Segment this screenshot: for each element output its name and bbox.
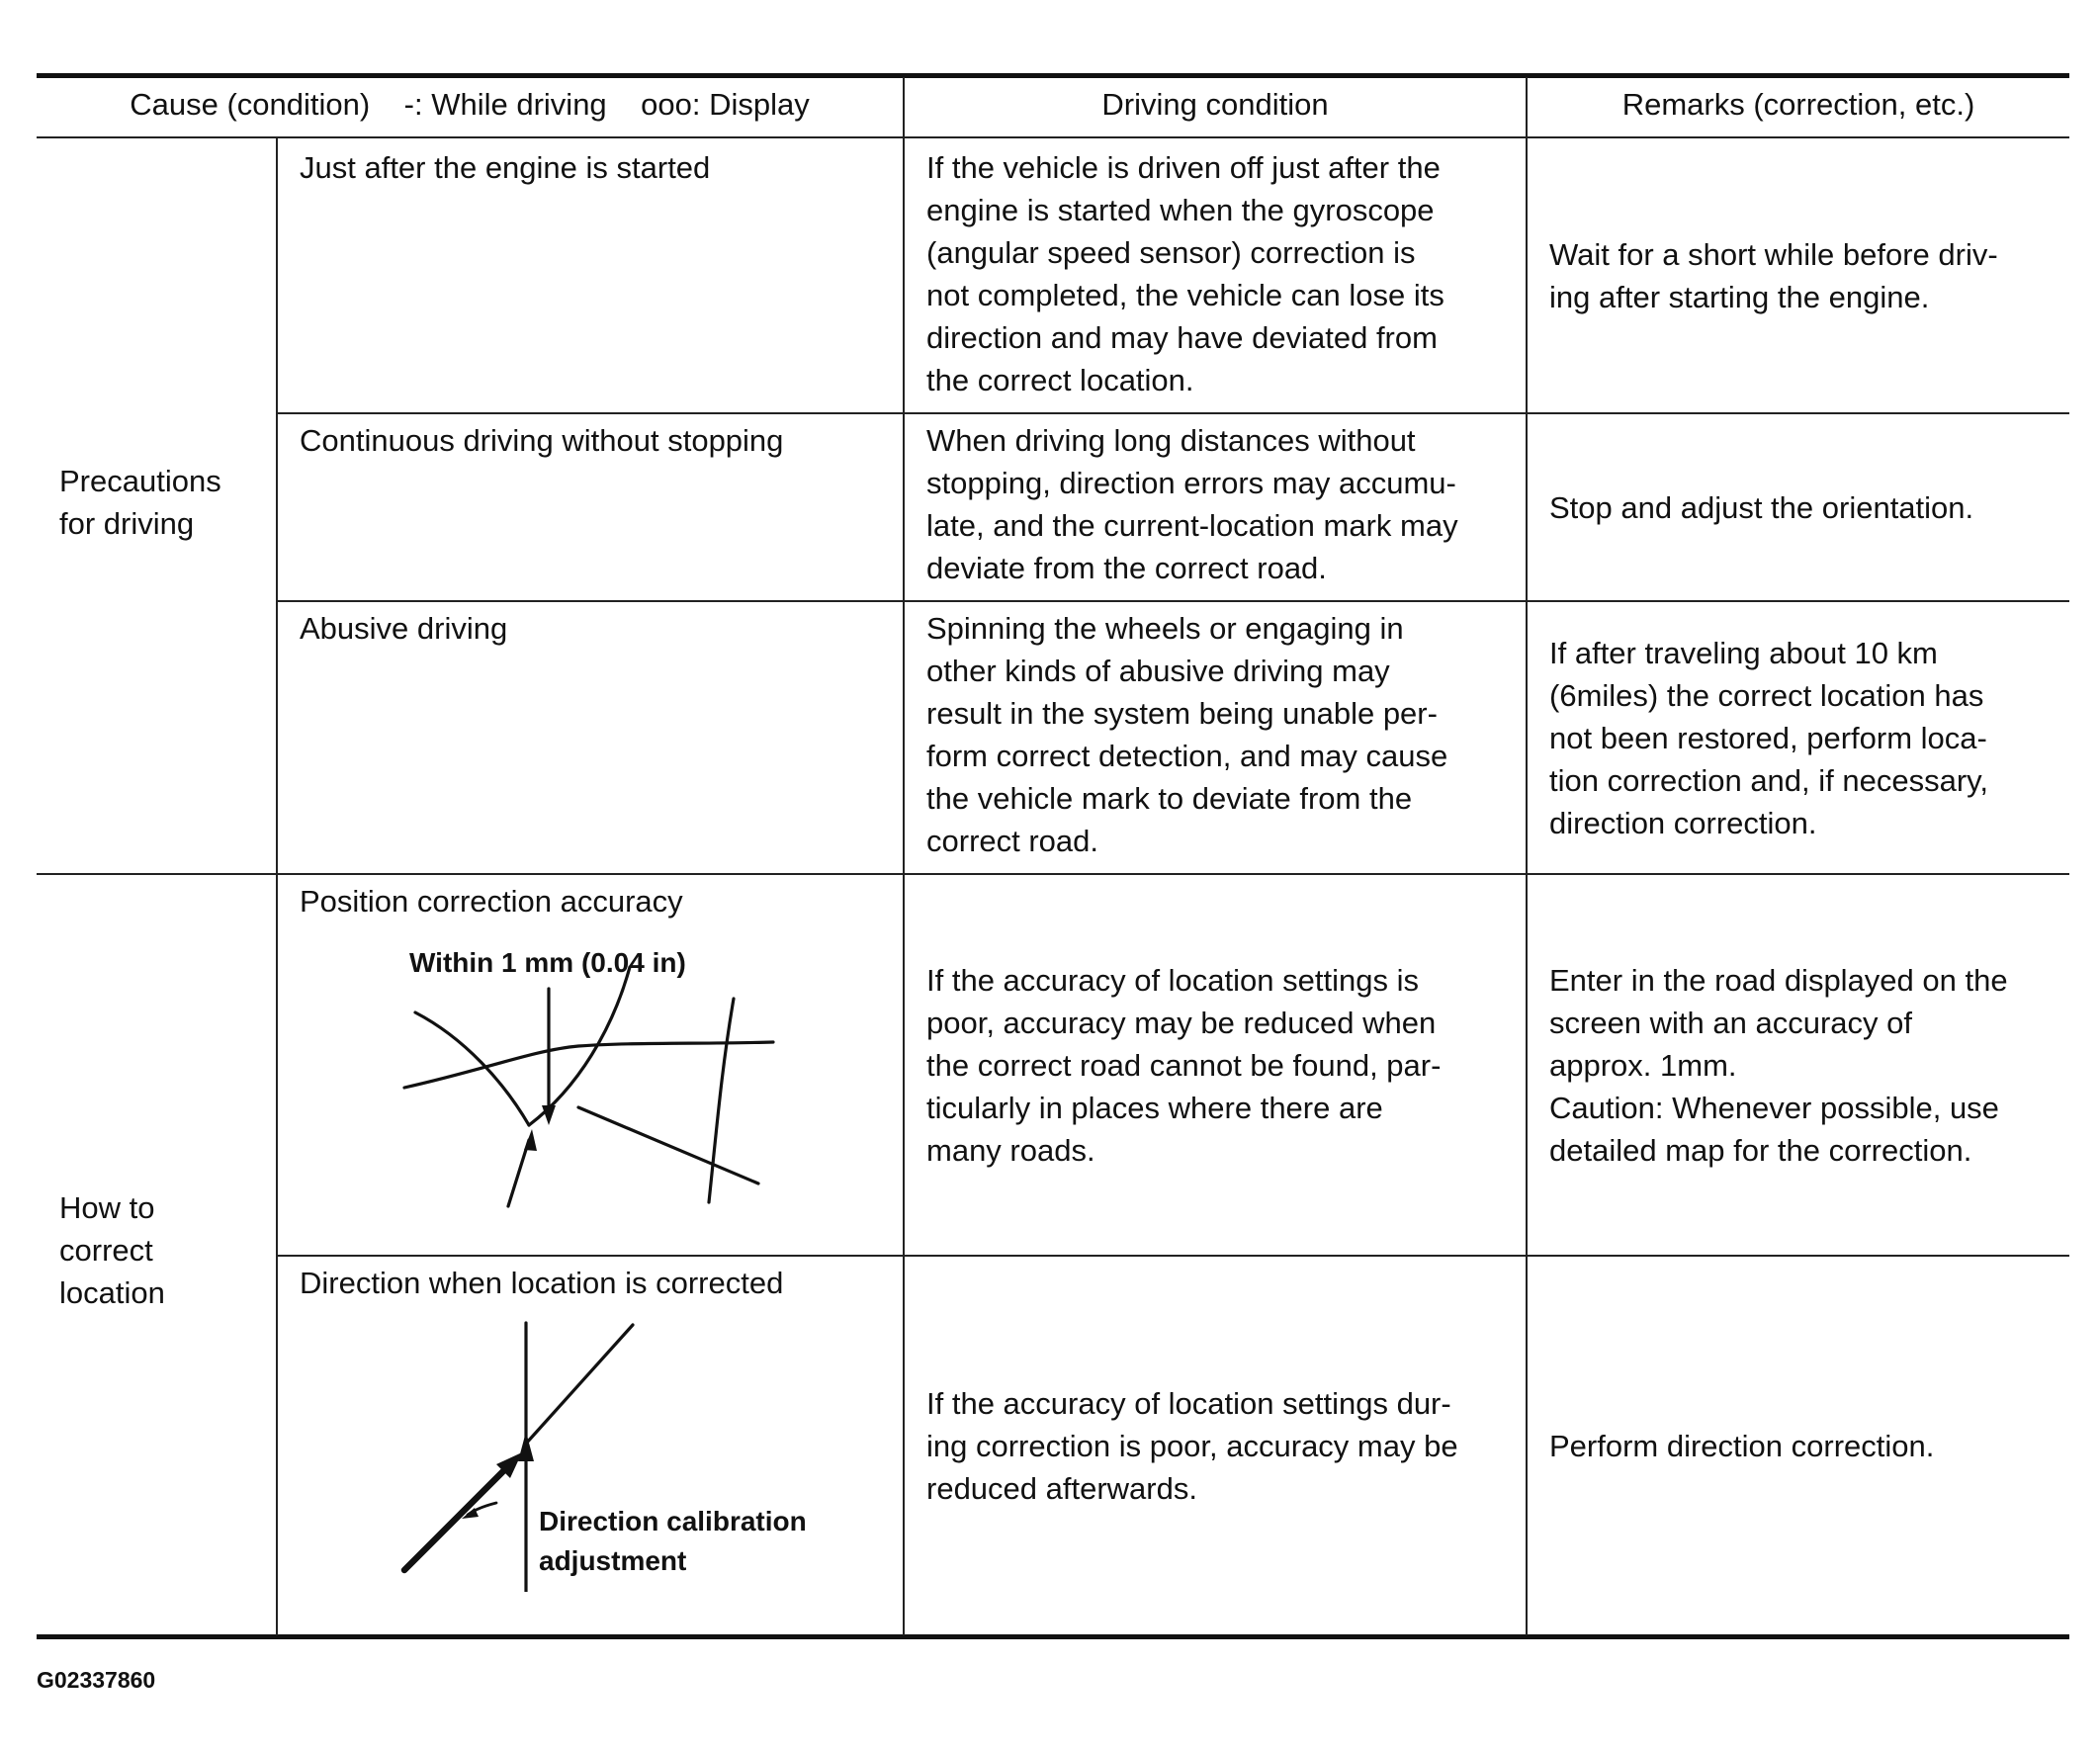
row-4-cause: Position correction accuracy [300, 884, 683, 919]
column-divider-2 [903, 77, 905, 1635]
road-curve-left [415, 1012, 529, 1125]
row-3-condition: Spinning the wheels or engaging in other kinds of abusive driving may result in the system being unable per- form correct detection, and may cause the vehicle mark to deviate from the correct road. [926, 611, 1448, 858]
vehicle-arrowhead [524, 1129, 537, 1151]
road-lower-right [578, 1107, 758, 1184]
row-4-remarks: Enter in the road displayed on the screen with an accuracy of approx. 1mm. Caution: Whenever possible, use detailed map for the correction. [1549, 962, 2008, 1168]
group-precautions-for-driving: Precautions for driving [59, 464, 221, 541]
vehicle-direction-shaft [404, 1465, 509, 1570]
row-2-condition: When driving long distances without stopping, direction errors may accumu- late, and the current-location mark may deviate from the correct road. [926, 423, 1458, 585]
column-divider-3 [1526, 77, 1528, 1635]
road-diagonal [526, 1325, 633, 1444]
row-5-condition: If the accuracy of location settings dur- ing correction is poor, accuracy may be reduced afterwards. [926, 1385, 1458, 1506]
group-how-to-correct-location: How to correct location [59, 1190, 165, 1310]
pointer-arrowhead [542, 1105, 556, 1125]
row-1-remarks: Wait for a short while before driv- ing after starting the engine. [1549, 236, 1998, 314]
direction-calibration-label-2: adjustment [539, 1545, 687, 1576]
row-1-condition: If the vehicle is driven off just after the engine is started when the gyroscope (angular speed sensor) correction is not completed, the vehicle can lose its direction and may have deviated from the correct location. [926, 150, 1444, 397]
row-5-cause: Direction when location is corrected [300, 1266, 784, 1300]
row-2-remarks: Stop and adjust the orientation. [1549, 489, 1974, 525]
direction-correction-diagram [376, 1305, 860, 1592]
within-1mm-label: Within 1 mm (0.04 in) [409, 947, 686, 978]
header-driving-condition: Driving condition [1101, 87, 1329, 122]
row-5-remarks: Perform direction correction. [1549, 1428, 1935, 1463]
road-horizontal [404, 1042, 773, 1088]
row-4-condition: If the accuracy of location settings is poor, accuracy may be reduced when the correct road cannot be found, par- ticularly in places where there are many roads. [926, 962, 1442, 1168]
header-remarks: Remarks (correction, etc.) [1621, 87, 1975, 122]
table-bottom-rule [37, 1634, 2069, 1639]
position-correction-diagram [376, 939, 811, 1226]
row-1-cause: Just after the engine is started [300, 150, 711, 185]
row-3-remarks: If after traveling about 10 km (6miles) the correct location has not been restored, perform loca- tion correction and, if necessary, direction correction. [1549, 635, 1988, 840]
header-cause: Cause (condition) -: While driving ooo: Display [130, 87, 810, 122]
column-divider-1 [276, 138, 278, 1635]
row-2-cause: Continuous driving without stopping [300, 423, 784, 458]
row-3-cause: Abusive driving [300, 611, 508, 646]
direction-calibration-label-1: Direction calibration [539, 1506, 807, 1536]
figure-code: G02337860 [37, 1667, 156, 1693]
